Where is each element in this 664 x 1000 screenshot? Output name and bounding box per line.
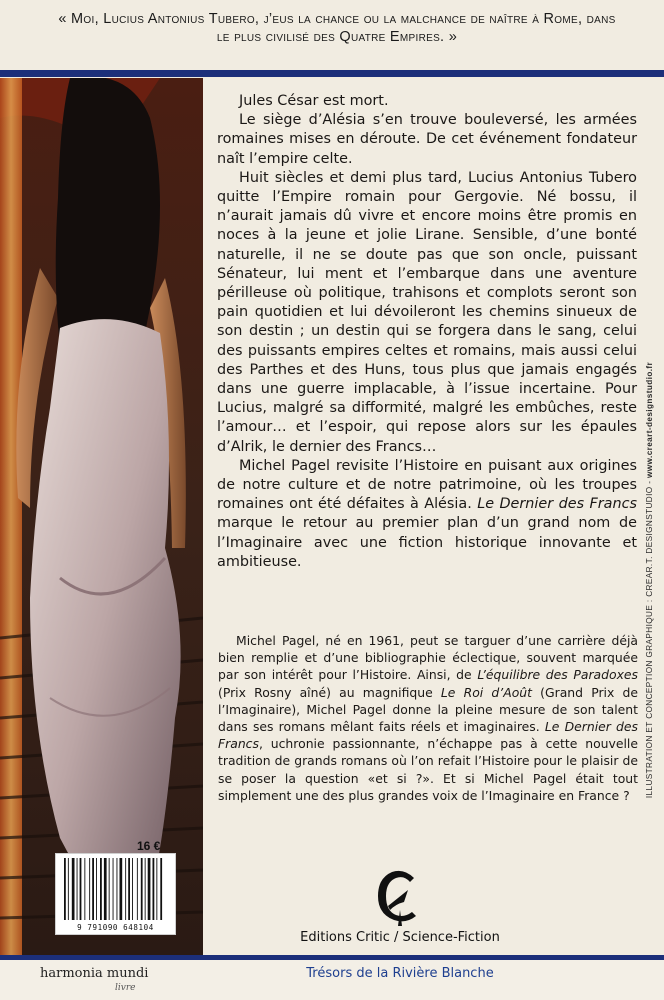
synopsis-paragraph: Huit siècles et demi plus tard, Lucius Antonius Tubero quitte l’Empire romain pour Gergovie. Né bossu, il n’aurait jamais dû vivre et encore moins être promis en noces à la jeune et jolie Lirane. Sensible, d’une bonté naturelle, il ne se doute pas que son oncle, puissant Sénateur, lui ment et l’embarque dans une aventure périlleuse où politique, trahisons et complots seront son pain quotidien et lui dévoileront les chemins sinueux de son destin ; un destin qui se forgera dans le sang, celui des puissants empires celtes et romains, mais aussi celui des Parthes et des Huns, tous plus que jamais engagés dans une guerre implacable, à l’issue incertaine. Pour Lucius, malgré sa difformité, malgré les embûches, reste l’amour… et l’espoir, qui repose alors sur les épaules d’Alrik, le dernier des Francs… [217, 169, 637, 455]
collection-name: Trésors de la Rivière Blanche [306, 966, 494, 981]
bio-text: (Prix Rosny aîné) au magnifique [218, 684, 441, 700]
synopsis [217, 92, 637, 572]
synopsis-paragraph: Le siège d’Alésia s’en trouve bouleversé, les armées romaines mises en déroute. De cet événement fondateur naît l’empire celte. [217, 112, 637, 167]
bio-text: Michel Pagel, né en 1961, peut se targuer d’une carrière déjà bien remplie et d’une bibliographie éclectique, souvent marquée par son intérêt pour l’Histoire. Ainsi, de [218, 633, 638, 683]
barcode-bars [56, 858, 175, 922]
credit-text: ILLUSTRATION ET CONCEPTION GRAPHIQUE : CREAR.T. DESIGNSTUDIO - [645, 477, 654, 799]
distributor-sub: livre [115, 983, 136, 993]
book-title: Le Dernier des Francs [477, 496, 637, 513]
credit-url: www.creart-designstudio.fr [645, 361, 654, 478]
top-blue-rule [0, 70, 664, 77]
author-bio [218, 632, 638, 804]
critic-logo-icon [374, 866, 420, 926]
epigraph-quote: « Moi, Lucius Antonius Tubero, j’eus la chance ou la malchance de naître à Rome, dans le plus civilisé des Quatre Empires. » [58, 11, 616, 45]
isbn-barcode [55, 853, 176, 935]
cover-illustration [0, 78, 203, 958]
design-credit [645, 300, 654, 860]
bio-text: , uchronie passionnante, n’échappe pas à cette nouvelle tradition de grands romans où l’on refait l’Histoire pour le plaisir de se poser la question «et si ?». Et si Michel Pagel était tout simplement une des plus grandes voix de l’Imaginaire en France ? [218, 736, 638, 803]
book-title: L’équilibre des Paradoxes [477, 667, 638, 683]
distributor-logo: harmonia mundi [40, 966, 149, 981]
publisher-name: Editions Critic / Science-Fiction [300, 930, 500, 945]
bio-text: (Grand Prix de l’Imaginaire), Michel Pagel donne la pleine mesure de son talent dans ses romans mêlant faits réels et imaginaires. [218, 684, 638, 735]
synopsis-paragraph: Jules César est mort. [239, 93, 389, 109]
synopsis-text: marque le retour au premier plan d’un grand nom de l’Imaginaire avec une fiction historique innovante et ambitieuse. [217, 515, 637, 570]
price-label: 16 € [137, 839, 161, 853]
woman-on-stairs-illustration [0, 78, 203, 958]
synopsis-paragraph [217, 457, 637, 572]
book-title: Le Dernier des Francs [218, 719, 638, 752]
book-title: Le Roi d’Août [440, 684, 532, 700]
synopsis-text: Michel Pagel revisite l’Histoire en puisant aux origines de notre culture et de notre patrimoine, où les troupes romaines ont été défaites à Alésia. [217, 457, 637, 513]
author-bio-paragraph [218, 632, 638, 804]
barcode-number: 9 791090 648104 [77, 923, 154, 932]
